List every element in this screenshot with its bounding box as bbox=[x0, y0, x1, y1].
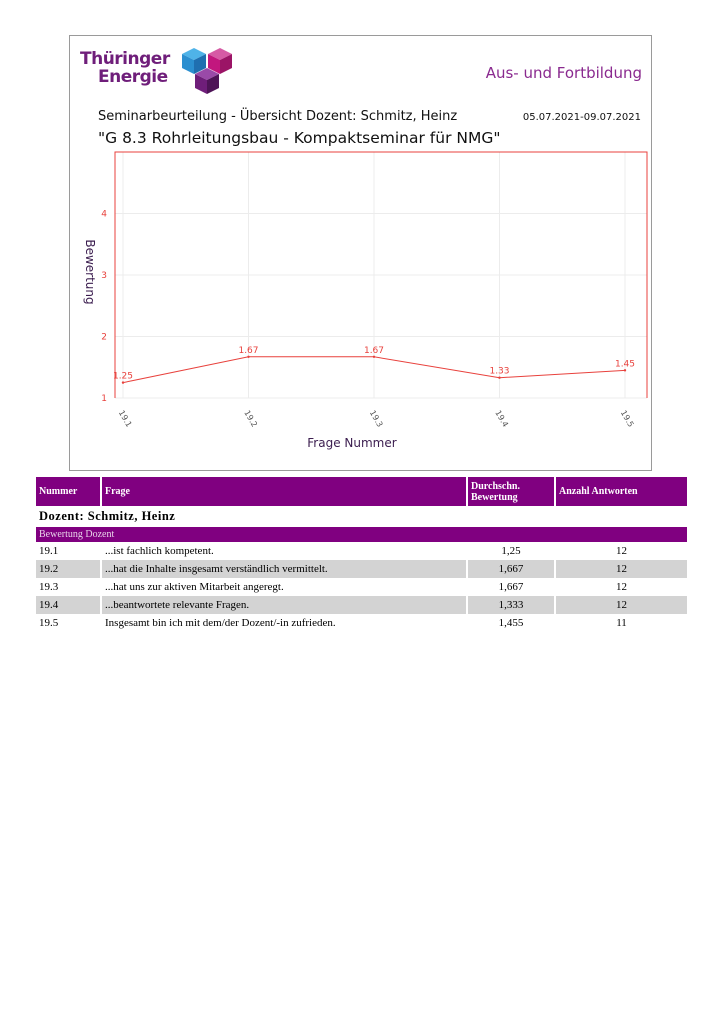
report-header-frame bbox=[69, 35, 652, 471]
table-row bbox=[36, 596, 687, 614]
report-subtitle: Seminarbeurteilung - Übersicht Dozent: Schmitz, Heinz bbox=[98, 109, 458, 124]
cell-frage: ...ist fachlich kompetent. bbox=[101, 542, 467, 560]
cell-avg: 1,333 bbox=[467, 596, 555, 614]
x-axis-title: Frage Nummer bbox=[307, 436, 397, 450]
header-count: Anzahl Antworten bbox=[555, 477, 687, 506]
cell-count: 12 bbox=[616, 545, 627, 557]
category-row bbox=[36, 527, 687, 542]
table-row bbox=[36, 560, 687, 578]
header-avg-line-2: Bewertung bbox=[471, 491, 518, 503]
x-tick-label: 19.5 bbox=[618, 408, 636, 429]
cell-frage: ...hat uns zur aktiven Mitarbeit angeregt. bbox=[101, 578, 467, 596]
x-tick-label: 19.2 bbox=[242, 408, 260, 429]
data-label: 1.33 bbox=[489, 366, 510, 377]
x-tick-label: 19.1 bbox=[116, 408, 134, 429]
group-row bbox=[36, 506, 687, 527]
date-range: 05.07.2021-09.07.2021 bbox=[522, 112, 641, 123]
y-tick-label: 3 bbox=[101, 271, 107, 281]
section-title: Aus- und Fortbildung bbox=[485, 64, 642, 82]
cell-frage: ...hat die Inhalte insgesamt verständlich vermittelt. bbox=[101, 560, 467, 578]
data-label: 1.67 bbox=[363, 345, 385, 356]
cell-count: 12 bbox=[555, 560, 687, 578]
y-tick-label: 2 bbox=[101, 332, 107, 343]
logo-line-2: Energie bbox=[98, 67, 168, 87]
y-axis-title: Bewertung bbox=[83, 239, 97, 305]
cell-count: 11 bbox=[616, 617, 627, 629]
header-avg bbox=[467, 477, 555, 506]
cell-count: 12 bbox=[616, 581, 627, 593]
cell-avg: 1,667 bbox=[467, 578, 555, 596]
category-label: Bewertung Dozent bbox=[36, 527, 687, 542]
table-header-row bbox=[36, 477, 687, 506]
header-avg-line-1: Durchschn. bbox=[471, 480, 520, 492]
seminar-title: "G 8.3 Rohrleitungsbau - Kompaktseminar für NMG" bbox=[98, 129, 501, 147]
cell-nummer: 19.5 bbox=[36, 614, 101, 632]
x-tick-label: 19.3 bbox=[367, 408, 385, 429]
cell-nummer: 19.3 bbox=[36, 578, 101, 596]
cell-nummer: 19.1 bbox=[36, 542, 101, 560]
data-point bbox=[373, 356, 375, 358]
logo-line-1: Thüringer bbox=[80, 49, 170, 69]
y-tick-label: 1 bbox=[101, 394, 107, 404]
data-point bbox=[498, 377, 500, 379]
header-nummer: Nummer bbox=[36, 477, 101, 506]
cell-frage: Insgesamt bin ich mit dem/der Dozent/-in zufrieden. bbox=[101, 614, 467, 632]
group-label: Dozent: Schmitz, Heinz bbox=[36, 506, 687, 527]
cell-avg: 1,25 bbox=[467, 542, 555, 560]
y-tick-label: 4 bbox=[101, 209, 107, 220]
data-label: 1.67 bbox=[238, 345, 259, 356]
cell-frage: ...beantwortete relevante Fragen. bbox=[101, 596, 467, 614]
data-label: 1.25 bbox=[112, 371, 134, 382]
cell-avg: 1,667 bbox=[467, 560, 555, 578]
data-point bbox=[247, 356, 249, 358]
table-row bbox=[36, 614, 687, 632]
data-label: 1.45 bbox=[614, 359, 636, 370]
table-row bbox=[36, 542, 687, 560]
cell-nummer: 19.4 bbox=[36, 596, 101, 614]
cell-nummer: 19.2 bbox=[36, 560, 101, 578]
x-tick-label: 19.4 bbox=[493, 408, 511, 429]
table-row bbox=[36, 578, 687, 596]
rating-line-chart bbox=[70, 36, 653, 472]
cell-count: 12 bbox=[555, 596, 687, 614]
data-point bbox=[624, 369, 626, 371]
cell-avg: 1,455 bbox=[467, 614, 555, 632]
header-frage: Frage bbox=[101, 477, 467, 506]
data-point bbox=[122, 381, 124, 383]
rating-table bbox=[36, 477, 687, 632]
